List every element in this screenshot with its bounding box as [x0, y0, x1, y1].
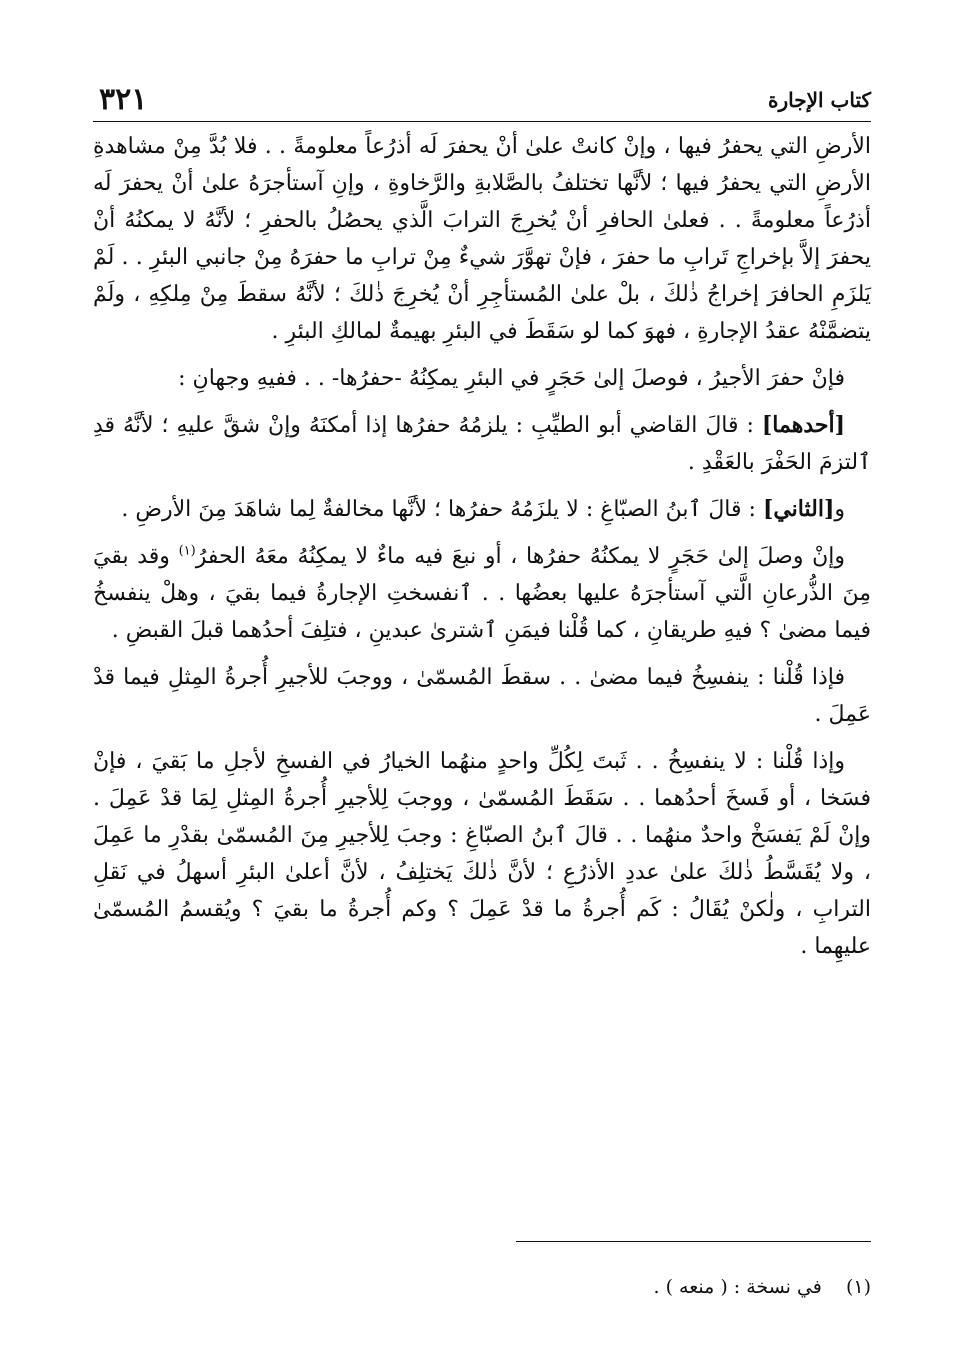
header-divider: [93, 121, 871, 122]
section-label: [أحدهما]: [761, 412, 845, 438]
footnote-text: في نسخة : ( منعه ) .: [653, 1276, 822, 1298]
paragraph-text: الأرضِ التي يحفرُ فيها ، وإنْ كانتْ علىٰ أنْ يحفرَ لَه أذرُعاً معلومةً . . فلا بُدَّ مِنْ مشاهدةِ الأرضِ التي يحفرُ فيها ؛ لأنَّها تختلفُ بالصَّلابةِ والرَّخاوةِ ، وإنِ آستأجرَهُ علىٰ أنْ يحفرَ لَه أذرُعاً معلومةً . . فعلىٰ الحافرِ أنْ يُخرِجَ الترابَ الَّذي يحصُلُ بالحفرِ ؛ لأنَّهُ لا يمكنُهُ أنْ يحفرَ إلاَّ بإخراجِ تَرابِ ما حفرَ ، فإنْ تهوَّرَ شيءٌ مِنْ ترابِ ما حفرَهُ مِنْ جانبي البئرِ . . لَمْ يَلزَمِ الحافرَ إخراجُ ذٰلكَ ، بلْ علىٰ المُستأجِرِ أنْ يُخرِجَ ذٰلكَ ؛ لأنَّهُ سقطَ مِنْ مِلكِهِ ، ولَمْ يتضمَّنْهُ عقدُ الإجارةِ ، فهوَ كما لو سَقَطَ في البئرِ بهيمةٌ لمالكِ البئرِ .: [93, 134, 871, 344]
paragraph-3: [93, 407, 871, 481]
paragraph-text: : قالَ القاضي أبو الطيِّبِ : يلزمُهُ حفرُها إذا أمكنَهُ وإنْ شقَّ عليهِ ؛ لأنَّهُ قدِ ٱلتزمَ الحَفْرَ بالعَقْدِ .: [93, 413, 871, 475]
footnote-divider: [516, 1241, 871, 1242]
paragraph-text: وقد بقيَ مِنَ الذُّرعانِ الَّتي آستأجرَهُ عليها بعضُها . . ٱنفسختِ الإجارةُ فيما بقيَ ، وهلْ ينفسخُ فيما مضىٰ ؟ فيهِ طريقانِ ، كما قُلْنا فيمَنِ ٱشترىٰ عبدينِ ، فتلِفَ أحدُهما قبلَ القبضِ .: [93, 544, 871, 643]
paragraph-text: فإنْ حفرَ الأجيرُ ، فوصلَ إلىٰ حَجَرٍ في البئرِ يمكِنُهُ -حفرُها- . . ففيهِ وجهانِ :: [178, 366, 845, 391]
footnote: [93, 1272, 871, 1302]
page-header: [93, 80, 871, 120]
paragraph-text: : قالَ ٱبنُ الصبّاغِ : لا يلزَمُهُ حفرُها ؛ لأنَّها مخالفةٌ لِما شاهَدَ مِنَ الأرضِ .: [121, 497, 763, 522]
paragraph-4: [93, 491, 871, 528]
paragraph-5: [93, 538, 871, 649]
paragraph-1: [93, 128, 871, 350]
footnote-reference[interactable]: (١): [178, 543, 196, 559]
footnote-number: (١): [845, 1276, 871, 1298]
paragraph-text: وإنْ وصلَ إلىٰ حَجَرٍ لا يمكنُهُ حفرُها ، أو نبعَ فيه ماءٌ لا يمكِنُهُ معَهُ الحفرُ: [195, 544, 846, 569]
paragraph-text: فإذا قُلْنا : ينفسِخُ فيما مضىٰ . . سقطَ المُسمّىٰ ، ووجبَ للأجيرِ أُجرةُ المِثلِ فيما قدْ عَمِلَ .: [93, 665, 871, 727]
running-title: كتاب الإجارة: [768, 88, 871, 112]
page-number: ٣٢١: [99, 82, 148, 117]
paragraph-text: وإذا قُلْنا : لا ينفسِخُ . . ثَبتَ لِكُلِّ واحدٍ منهُما الخيارُ في الفسخِ لأجلِ ما بَقيَ ، فإنْ فسَخا ، أو فَسخَ أحدُهما . . سَقَطَ المُسمّىٰ ، ووجبَ لِلأجيرِ أُجرةُ المِثلِ لِمَا قدْ عَمِلَ . وإنْ لَمْ يَفسَخْ واحدٌ منهُما . . قالَ ٱبنُ الصبّاغِ : وجبَ لِلأجيرِ مِنَ المُسمّىٰ بقدْرِ ما عَمِلَ ، ولا يُقَسَّطُ ذٰلكَ علىٰ عددِ الأذرُعِ ؛ لأنَّ ذٰلكَ يَختلِفُ ، لأنَّ أعلىٰ البئرِ أسهلُ في نَقلِ الترابِ ، ولٰكنْ يُقَالُ : كَم أُجرةُ ما قدْ عَمِلَ ؟ وكم أُجرةُ ما بقيَ ؟ ويُقسمُ المُسمّىٰ عليهِما .: [93, 749, 871, 959]
paragraph-prefix: و: [834, 497, 845, 522]
paragraph-6: [93, 659, 871, 733]
paragraph-7: [93, 743, 871, 965]
main-text: [93, 128, 871, 975]
section-label: [الثاني]: [762, 496, 835, 522]
paragraph-2: [93, 360, 871, 397]
